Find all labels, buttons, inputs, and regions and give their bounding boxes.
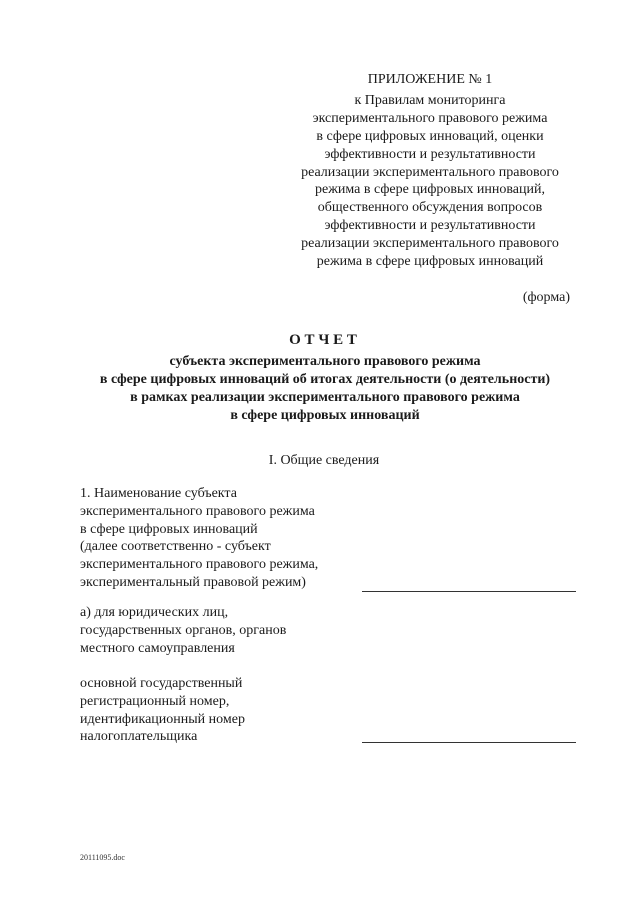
field-label-line: а) для юридических лиц, (80, 605, 229, 620)
appendix-line: реализации экспериментального правового (301, 164, 559, 180)
footer-filename: 20111095.doc (80, 853, 125, 862)
appendix-line: реализации экспериментального правового (301, 236, 559, 252)
field-ogrn-inn-label (80, 675, 360, 746)
field-label-line: 1. Наименование субъекта (80, 486, 237, 501)
report-title: О Т Ч Е Т (289, 332, 357, 348)
report-subtitle (0, 353, 640, 425)
field-label-line: экспериментальный правовой режим) (80, 574, 306, 590)
appendix-line: к Правилам мониторинга (354, 93, 506, 108)
field-label-line: идентификационный номер (80, 711, 245, 727)
section-heading: I. Общие сведения (268, 453, 380, 468)
field-label-line: государственных органов, органов (80, 622, 287, 638)
field-subject-name-label (80, 485, 360, 592)
report-subtitle-line: в сфере цифровых инноваций (230, 408, 420, 423)
ogrn-inn-fill-line (362, 742, 576, 743)
field-label-line: в сфере цифровых инноваций (80, 521, 258, 537)
appendix-header (280, 71, 580, 271)
appendix-line: эффективности и результативности (324, 218, 536, 234)
appendix-line: в сфере цифровых инноваций, оценки (316, 128, 544, 144)
appendix-line: общественного обсуждения вопросов (317, 200, 543, 216)
report-subtitle-line: в рамках реализации экспериментального правового режима (130, 390, 520, 405)
field-label-line: экспериментального правового режима, (80, 557, 319, 573)
field-label-line: регистрационный номер, (80, 693, 230, 709)
field-label-line: экспериментального правового режима (80, 503, 315, 519)
field-legal-entities-label (80, 604, 360, 657)
subject-name-fill-line (362, 591, 576, 592)
appendix-line: эффективности и результативности (324, 146, 536, 162)
field-label-line: местного самоуправления (80, 640, 235, 656)
field-label-line: налогоплательщика (80, 729, 198, 745)
report-subtitle-line: в сфере цифровых инноваций об итогах деятельности (о деятельности) (99, 372, 551, 387)
form-label: (форма) (522, 290, 570, 305)
appendix-line: режима в сфере цифровых инноваций, (314, 182, 545, 198)
field-label-line: (далее соответственно - субъект (80, 539, 271, 555)
field-label-line: основной государственный (80, 676, 243, 691)
appendix-line: режима в сфере цифровых инноваций (316, 254, 544, 270)
report-subtitle-line: субъекта экспериментального правового режима (169, 354, 481, 369)
appendix-title: ПРИЛОЖЕНИЕ № 1 (367, 72, 493, 87)
appendix-line: экспериментального правового режима (312, 110, 548, 126)
